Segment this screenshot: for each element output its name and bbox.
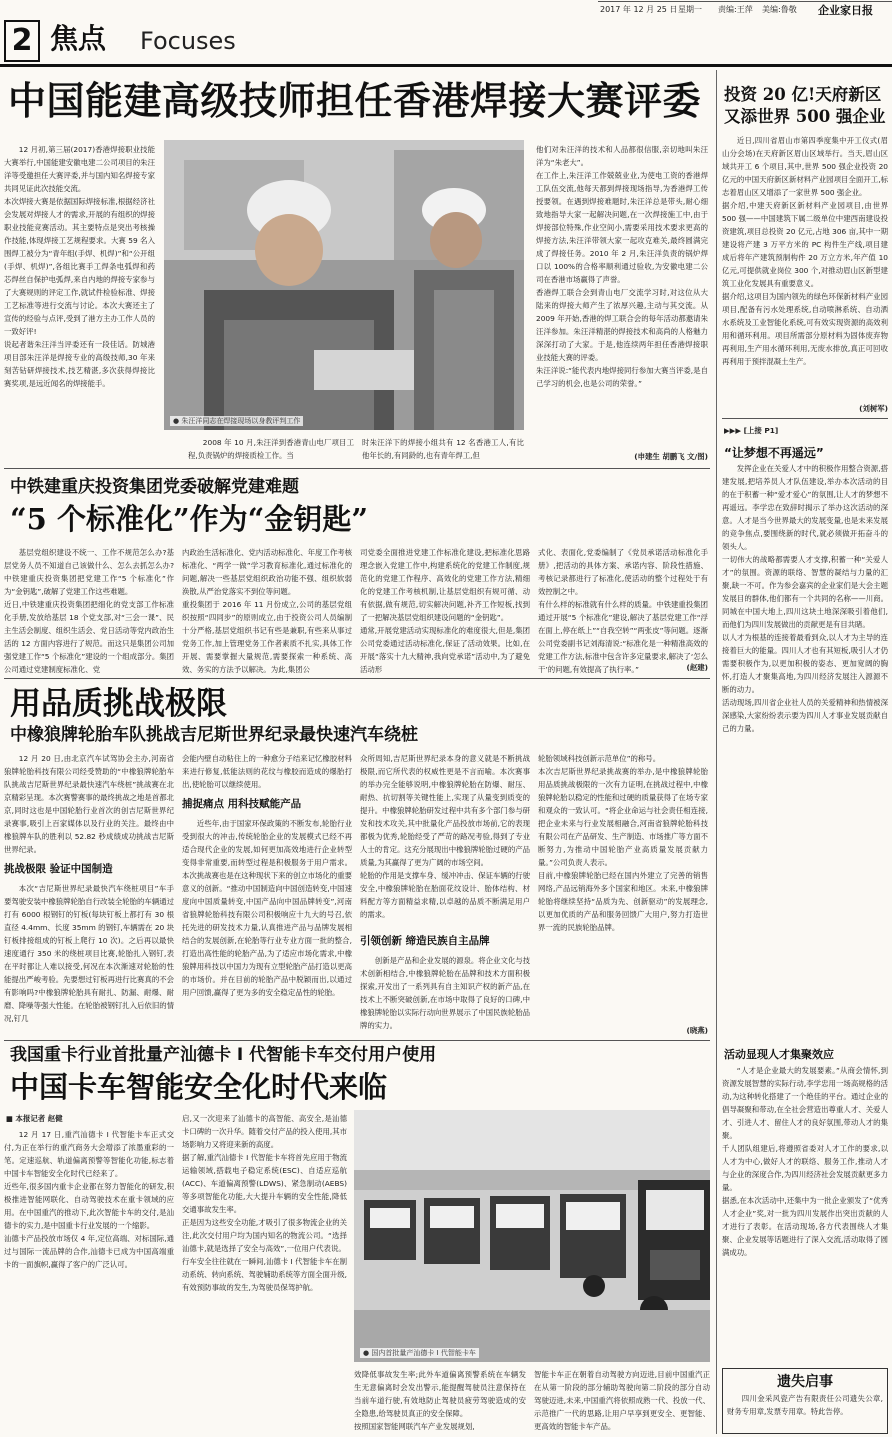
- article3-col1: [4, 752, 174, 1038]
- article1-col1: [4, 143, 155, 428]
- article3-col2: [182, 752, 352, 1038]
- article1-col3-text: 他们对朱汪洋的技术和人品都很信服,亲切地叫朱汪洋为“朱老大”。 在工作上,朱汪洋工作兢兢业业,为使电工资的香港焊工队伍交流,他每天都到焊接现场指导,为香港焊工传授要领。在遇到焊接难题时,朱汪洋总是带头,耐心细致地指导大家一起解决问题,在一次焊接施工中,由于焊接部位特殊,作业空间小,需要采用技术要求更高的焊接方法,朱汪洋带领大家一起攻克难关,最终圆满完成了焊接任务。2010 年 2 月,朱汪洋负责的锅炉焊口以 100%的合格率顺利通过验收,为安徽电建二公司在香港市场赢得了声誉。 香港焊工联合会到青山电厂交流学习时,对这位从大陆来的焊接大师产生了浓厚兴趣,主动与其交流。从 2009 年开始,香港的焊工联合会的每年活动都邀请朱汪洋参加。朱汪洋精湛的焊接技术和高尚的人格魅力深深打动了大家。于是,他连续两年担任香港焊接职业技能大赛的评委。 朱汪洋说:“能代表内地焊接同行参加大赛当评委,是自己学习的机会,也是公司的荣誉。”: [536, 145, 708, 388]
- article3-sub-headline: 中橡狼牌轮胎车队挑战吉尼斯世界纪录最快速汽车绕桩: [10, 725, 418, 745]
- article1-photo: [164, 140, 524, 430]
- article1-under-photo-col2-text: 时朱汪洋下的焊接小组共有 12 名香港工人,有比他年长的,有同龄的,也有青年焊工,但: [362, 438, 524, 460]
- article1-under-photo-col2: [362, 436, 524, 464]
- article2-col3: [360, 546, 530, 674]
- article4-under-photo: [354, 1368, 526, 1434]
- right-body-3-text: “人才是企业最大的发展要素。”从商会情怀,到资源发展智慧的实际行动,李学忠用一场高规格的活动,为这种转化搭建了一个绝佳的平台。通过企业的倡导凝聚和带动,在全社会营造出尊重人才、关爱人才、引进人才、留住人才的良好氛围,带动人才的集聚。 千人团队组建后,将遵照省委对人才工作的要求,以人才为中心,做好人才的联络、服务工作,推动人才与企业的深度合作,为四川经济社会发展贡献更多力量。 据悉,在本次活动中,还集中为一批企业颁发了“优秀人才企业”奖,对一批为四川发展作出突出贡献的人才进行了表彰。在活动现场,各方代表围绕人才集聚、企业发展等话题进行了深入交流,活动取得了圆满成功。: [722, 1066, 888, 1257]
- section-title-en: Focuses: [140, 27, 236, 55]
- article1-headline: 中国能建高级技师担任香港焊接大赛评委: [8, 78, 702, 123]
- section-header-rule: [0, 64, 892, 67]
- article3-col1-a: 12 月 20 日,由北京汽车试驾协会主办,河南省狼牌轮胎科技有限公司经受赞助的“中橡狼牌轮胎车队挑战吉尼斯世界纪录最快速汽车绕桩”挑战赛在北京精彩呈现。本次赛警赛事的最终挑战之地是首都北京,同时这也是中国轮胎行业首次的创吉尼斯世界纪录赛事,吸引上百家媒体以及行业的关注。最终由中橡狼牌车队的胜利以 52.82 秒成绩成功挑战吉尼斯世界纪录。: [4, 754, 174, 854]
- article1-col3: [536, 143, 708, 451]
- masthead-designer: 美编:鲁敬: [762, 5, 797, 14]
- article1-byline: (申建生 胡鹏飞 文/图): [634, 452, 708, 461]
- article4-col4-text: 智能卡车正在朝着自动驾驶方向迈进,目前中国重汽正在从第一阶段的部分辅助驾驶向第二阶段的部分自动驾驶迈进,未来,中国重汽将依照成熟一代、投放一代、示范推广一代的思路,让用户早享到更安全、更智能、更高效的智能卡车产品。: [534, 1370, 710, 1431]
- article4-photo-caption: ● 国内首批量产汕德卡 I 代智能卡车: [360, 1348, 479, 1358]
- page-number-box: [4, 20, 40, 62]
- masthead-paper-name: 企业家日报: [818, 4, 873, 17]
- welder-photo-illustration: [164, 140, 524, 430]
- article4-col2-text: 启,又一次迎来了汕德卡的高智能、高安全,是汕德卡口碑的一次升华。随着交付产品的投入使用,其市场影响力又将迎来新的高度。 据了解,重汽汕德卡 I 代智能卡车将首先应用于物流运输领域,搭载电子稳定系统(ESC)、自适应巡航(ACC)、车道偏离预警(LDWS)、紧急制动(AEBS)等多项智能化功能,大大提升车辆的安全性能,降低交通事故发生率。 正是因为这些安全功能,才吸引了很多物流企业的关注,此次交付用户均为国内知名的物流公司。“选择汕德卡,就是选择了安全与高效”,一位用户代表说。 行车安全往往就在一瞬间,汕德卡 I 代智能卡车在制动系统、转向系统、驾驶辅助系统等方面全面升级,有效预防事故的发生,为驾驶员保驾护航。: [182, 1114, 347, 1292]
- article4-col2: [182, 1112, 347, 1434]
- divider-article1-bottom: [4, 468, 710, 469]
- article3-headline: 用品质挑战极限: [10, 686, 227, 722]
- masthead-weekday: 星期一: [678, 5, 702, 14]
- truck-photo-illustration: [354, 1110, 710, 1362]
- article3-col3-b: 创新是产品和企业发展的源泉。将企业文化与技术创新相结合,中橡狼牌轮胎在品牌和技术方面积极探索,开发出了一系列具有自主知识产权的新产品,在技术上不断突破创新,在市场中取得了良好的口碑,中橡狼牌轮胎以实际行动向世界展示了中国民族轮胎品牌的实力。: [360, 956, 531, 1030]
- right-body-1-text: 近日,四川省眉山市第四季度集中开工仪式(眉山分会场)在天府新区眉山区域举行。当天,眉山区域共开工 6 个项目,其中,世界 500 强企业投资 20 亿元的中国天府新区新材料产业园项目全面开工,标志着眉山区又增添了一家世界 500 强企业。 据介绍,中建天府新区新材料产业园项目,由世界 500 强——中国建筑下属二级单位中建西南建设投资建筑,项目总投资 20 亿元,占地 306 亩,其中一期建设将产建 3 万平方米的 PC 构件生产线,项目建成后将年产建筑预制构件 20 万立方米,年产值 10 亿元,可提供就业岗位 300 个,对推动眉山区新型建筑工业化发展具有重要意义。 据介绍,这项目为国内领先的绿色环保新材料产业园项目,配备有污水处理系统,自动喷淋系统、自动洒水系统及工业智能化系统,可有效实现资源的高效利用和循环利用。项目所需部分原材料为固体废弃物再利用,生产用水循环利用,无废水排放,真正可回收再利用于预拌混凝土生产。: [722, 136, 888, 366]
- page-number: 2: [11, 23, 33, 58]
- article2-headline: “5 个标准化”作为“金钥匙”: [10, 502, 368, 536]
- right-body-1: [722, 134, 888, 402]
- article3-col4: [538, 752, 708, 1024]
- article1-under-photo-col1-text: 2008 年 10 月,朱汪洋到香港青山电厂项目工程,负责锅炉的焊接质检工作。当: [188, 438, 354, 460]
- article4-headline: 中国卡车智能安全化时代来临: [10, 1070, 388, 1104]
- lost-notice-body: 四川金采风瓷产告有限责任公司遗失公章,财务专用章,发票专用章。特此告停。: [727, 1394, 883, 1416]
- article1-col1-text: 12 月初,第三届(2017)香港焊接职业技能大赛举行,中国能建安徽电建二公司项目的朱汪洋等受邀担任大赛评委,并与国内知名焊接专家共同见证此次技能交流。 本次焊接大赛是依据国际焊接标准,根据经济社会发展对焊接人才的需求,开展的有组织的焊接职业技能竞赛活动。其主要特点是突出考核操作技能,体现焊接工艺规程要求。大赛 59 名入围焊工被分为“青年组(手焊、机焊)”和“公开组(手焊、机焊)”,各组比赛手工焊条电弧焊和药芯焊丝自保护电弧焊,来自内地的焊接专家参与了大赛规则的评定工作,就试件检验标准、焊接工艺标准等进行交流与讨论。本次大赛还主了宣传的经验与点评,受到了港方主办工作人员的一致好评! 说起者谐朱汪洋当评委还有一段佳话。防城港项目部朱汪洋是焊接专业的高级技师,30 年来刻苦钻研焊接技术,技艺精湛,多次获得焊接比赛奖项,是远近闻名的焊接能手。: [4, 145, 155, 388]
- article3-col3-a: 众所周知,吉尼斯世界纪录本身的意义就是不断挑战极限,而它所代表的权威性更是不言而喻。本次赛事的举办完全能够说明,中橡狼牌轮胎在防爆、耐压、耐热、抗切割等关键性能上,实现了从量变到质变的提升。中橡狼牌轮胎研发过程中共有多个部门参与研发和技术攻关,其中批量化产品投放市场前,它的表现都极为优秀,轮胎经受了严苛的路况考验,得到了专业人士的肯定。这充分展现出中橡狼牌轮胎过硬的产品质量,为其赢得了更为广阔的市场空间。 轮胎的作用是支撑车身、缓冲冲击、保证车辆的行驶安全,中橡狼牌轮胎在胎面花纹设计、胎体结构、材料配方等方面精益求精,以卓越的品质不断满足用户的需求。: [360, 754, 530, 919]
- right-body-3: [722, 1064, 888, 1364]
- right-column-divider: [716, 70, 717, 1434]
- article2-col1-text: 基层党组织建设不统一、工作不规范怎么办?基层党务人员不知道自己该做什么、怎么去抓怎么办?中铁建重庆投资集团把党建工作“5 个标准化”作为“金钥匙”,破解了党建工作这些难题。 近日,中铁建重庆投资集团把细化的党支部工作标准化手册,发放给基层 18 个党支部,对“三会一课”、民主生活会制度、组织生活会、党日活动等党内政治生活的 12 方面内容进行了规范。而这只是集团公司加强党建工作“5 个标准化”建设的一个组成部分。集团公司通过党建制度标准化、党: [4, 548, 174, 674]
- article2-col2: [182, 546, 352, 674]
- article3-col4-text: 轮胎领域科技创新示范单位”的称号。 本次吉尼斯世界纪录挑战赛的举办,是中橡狼牌轮胎用品质挑战极限的一次有力证明,在挑战过程中,中橡狼牌轮胎以稳定的性能和过硬的质量获得了在场专家和观众的一致认可。“将企业命运与社会责任相连接,把企业未来与行业发展相融合,河南省狼牌轮胎科技有限公司在产品研发、生产制造、市场推广等方面不断努力,为推动中国轮胎产业高质量发展贡献力量。”公司负责人表示。 目前,中橡狼牌轮胎已经在国内外建立了完善的销售网络,产品远销海外多个国家和地区。未来,中橡狼牌轮胎将继续坚持“品质为先、创新驱动”的发展理念,以更加优质的产品和服务回馈广大用户,努力打造世界一流的民族轮胎品牌。: [538, 754, 708, 932]
- divider-article3-bottom: [4, 1040, 710, 1041]
- article4-col1: [4, 1128, 174, 1434]
- article4-sub-headline: 我国重卡行业首批量产汕德卡 I 代智能卡车交付用户使用: [10, 1045, 437, 1065]
- right-headline-2: “让梦想不再遥远”: [724, 446, 824, 460]
- article2-col3-text: 司党委全面推进党建工作标准化建设,把标准化思路理念嵌入党建工作中,构建系统化的党建工作制度,规范化的党建工作程序、高效化的党建工作方法,精细化的党建工作考核机制,让基层党组织有规可循、动有依据,做有规范,切实解决问题,补齐工作短板,找到了一把解决基层党组织建设问题的“金钥匙”。 通常,开展党建活动实现标准化的难度很大,但是,集团公司党委通过活动标准化,保证了活动效果。比如,在开展“落实十九大精神,我向党承诺”活动中,为了避免活动形: [360, 548, 530, 674]
- article2-sub-headline: 中铁建重庆投资集团党委破解党建难题: [10, 477, 299, 497]
- article3-col3: [360, 752, 530, 1038]
- article4-byline-top: ■ 本报记者 赵健: [6, 1114, 63, 1123]
- article3-subhead-2: 捕捉痛点 用科技赋能产品: [182, 798, 302, 810]
- lost-notice-title: 遗失启事: [777, 1374, 833, 1390]
- article2-col4-text: 式化、表面化,党委编制了《党员承诺活动标准化手册》,把活动的具体方案、承诺内容、阶段性措施、考核记录都进行了标准化,使活动的整个过程处于有效控制之中。 有什么样的标准就有什么样的质量。中铁建重投集团通过开展“5 个标准化”建设,解决了基层党建工作“浮在面上,停在纸上”“自我空转”“两张皮”等问题。逐渐公司党委副书记刘海清说:“标准化是一种精准高效的党建工作方法,标准中包含许多定量要求,解决了‘怎么干’的问题,有效提高了执行率。”: [538, 548, 708, 674]
- article3-col2-b: 近些年,由于国家环保政策的不断发布,轮胎行业受到很大的冲击,传统轮胎企业的发展模式已经不再适合现代企业的发展,如何更加高效地进行企业转型变得非常重要,而转型过程是积极服务于用户需求。本次挑战赛也是在这种现状下来的创立市场化的重要意义的创新。“推动中国制造向中国创造转变,中国速度向中国质量转变,中国产品向中国品牌转变”,河南省狼牌轮胎科技有限公司积极响应十九大的号召,依托先进的研发技术力量,认真推进产品与品牌发展相结合的发展创新,在轮胎等行业专业方面一批的整合,打造出高性能的轮胎产品,为了适应市场化需求,中橡狼牌用科技以中国力为现有立型轮胎产品打造以更高的市场价。并在目前的轮胎产品中脱颖而出,以通过用户回馈,赢得了更为多的安全稳定品性的轮胎。: [182, 819, 352, 997]
- article4-col1-text: 12 月 17 日,重汽汕德卡 I 代智能卡车正式交付,为正在举行的重汽商务大会增添了浓墨重彩的一笔。定速巡航、轨道偏离预警等智能化功能,标志着中国卡车智能安全化时代已经来了。 近些年,很多国内重卡企业都在努力智能化的研发,积极推进智能网联化、自动驾驶技术在重卡领域的应用。在中国重汽的推动下,此次智能卡车的交付,是汕德卡的实力,是中国重卡行业发展的一个缩影。 汕德卡产品投放市场仅 4 年,定位高端、对标国际,通过与国际一流品牌的合作,汕德卡已成为中国高端重卡的一面旗帜,赢得了客户的广泛认可。: [4, 1130, 174, 1269]
- article4-under-photo-text: 效降低事故发生率;此外车道偏离预警系统在车辆发生无意偏离时会发出警示,能提醒驾驶员注意保持在当前车道行驶,有效地防止驾驶员疲劳驾驶造成的安全隐患,给驾驶员真正的安全保障。 按照国家智能网联汽车产业发展规划,: [354, 1370, 526, 1431]
- right-byline-1: (刘树军): [859, 404, 888, 413]
- article4-col4: [534, 1368, 710, 1434]
- right-headline-1: 投资 20 亿!天府新区又添世界 500 强企业: [724, 85, 886, 126]
- article3-subhead-1: 挑战极限 验证中国制造: [4, 863, 113, 875]
- right-divider-1: [722, 418, 888, 419]
- right-jump-label: ▶▶▶ [上接 P1]: [724, 426, 779, 435]
- article2-byline: (赵建): [686, 663, 708, 672]
- masthead-date: 2017 年 12 月 25 日: [600, 5, 678, 14]
- article3-byline: (晓燕): [686, 1026, 708, 1035]
- article2-col1: [4, 546, 174, 674]
- article3-col2-a: 会能内壁自动粘住上的一种愈分子结来记忆橡胶材料来进行修复,低能法则的花纹与橡胶而造成的爆胎打出,使轮胎可以继续使用。: [182, 754, 352, 789]
- right-body-2: [722, 462, 888, 1042]
- section-header: [0, 16, 892, 68]
- article3-subhead-3: 引领创新 缔造民族自主品牌: [360, 935, 490, 947]
- article3-col1-b: 本次“吉尼斯世界纪录最快汽车绕桩项目”车手要驾驶安装中橡狼牌轮胎自行改装全轮胎的车辆通过打有 6000 根钢钉的钉板(每块钉板上都打有 30 根直径 4.4mm、长度 35mm 的钢钉,车辆需在 20 块钉板排接组成的钉板上爬行 10 次)。之后再以最快速度通行 350 米的绕桩项目比赛,轮胎扎入钢钉,表在平时都让人难以接受,何况在本次渐速对轮胎的性能提出严峻考验。先要想过钉板再进行比赛真的不会有影响吗?中橡狼牌轮胎具有耐扎、防漏、耐爆、耐磨、降噪等强大性能。在轮胎被钢钉扎入后依旧的情况,钉几: [4, 884, 174, 1023]
- lost-notice-box: [722, 1368, 888, 1434]
- article1-under-photo-col1: [188, 436, 354, 464]
- masthead-editor: 责编:王萍: [718, 5, 753, 14]
- article2-col2-text: 内政治生活标准化、党内活动标准化、年度工作考核标准化、“两学一做”学习教育标准化,通过标准化的问题,解决一些基层党组织政治功能不强、组织软弱涣散,从严治党落实不到位等问题。 重投集团于 2016 年 11 月份成立,公司的基层党组织按照“四同步”的原则成立,由于投资公司人员编制十分严格,基层党组织书记有些是兼职,有些来从事过党务工作,加上管理党务工作者素质不扎实,具体工作开展、需要掌握大量规范,需要探索一种系统、高效、务实的方法予以解决。为此,集团公: [182, 548, 352, 674]
- right-headline-3: 活动显现人才集聚效应: [724, 1048, 834, 1061]
- section-title-cn: 焦点: [50, 22, 107, 55]
- right-body-2-text: 发挥企业在关爱人才中的积极作用整合资源,搭建发展,把培养员人才队伍建设,举办本次活动的目的在于积蓄一种“爱才爱心”的氛围,让人才的梦想不再遥远。李学忠在致辞时揭示了举办这次活动的深意。人才是当今世界最大的发展变量,也是未来发展的竞争焦点,要围绕新的时代,就必须做开拓奋斗的领头人。 一切伟大的战略都需要人才支撑,积蓄一种“关爱人才”的氛围。资源的联络、智慧的凝结与力量的汇聚,缺一不可。作为参会嘉宾的企业家们是大会主题发展目的群体,他们都有一个共同的名称——川商。同城在中国大地上,四川这块土地深深吸引着他们,而他们为四川发展做出的贡献更是有目共睹。 以人才为根基的连接着最看到众,以人才为主导的连接着巨大的能量。四川人才也有其短板,吸引人才仍需要积极作为,以更加积极的姿态、更加宽阔的胸怀,打造人才聚集高地,为四川经济发展注入源源不断的动力。 活动现场,四川省企业社人员的关爱精神和热情被深深感染,大家纷纷表示要为四川人才事业发展贡献自己的力量。: [722, 464, 888, 733]
- divider-article2-bottom: [4, 678, 710, 679]
- article1-photo-caption: ● 朱汪洋同志在焊接现场以身教评判工作: [170, 416, 303, 426]
- article4-photo: [354, 1110, 710, 1362]
